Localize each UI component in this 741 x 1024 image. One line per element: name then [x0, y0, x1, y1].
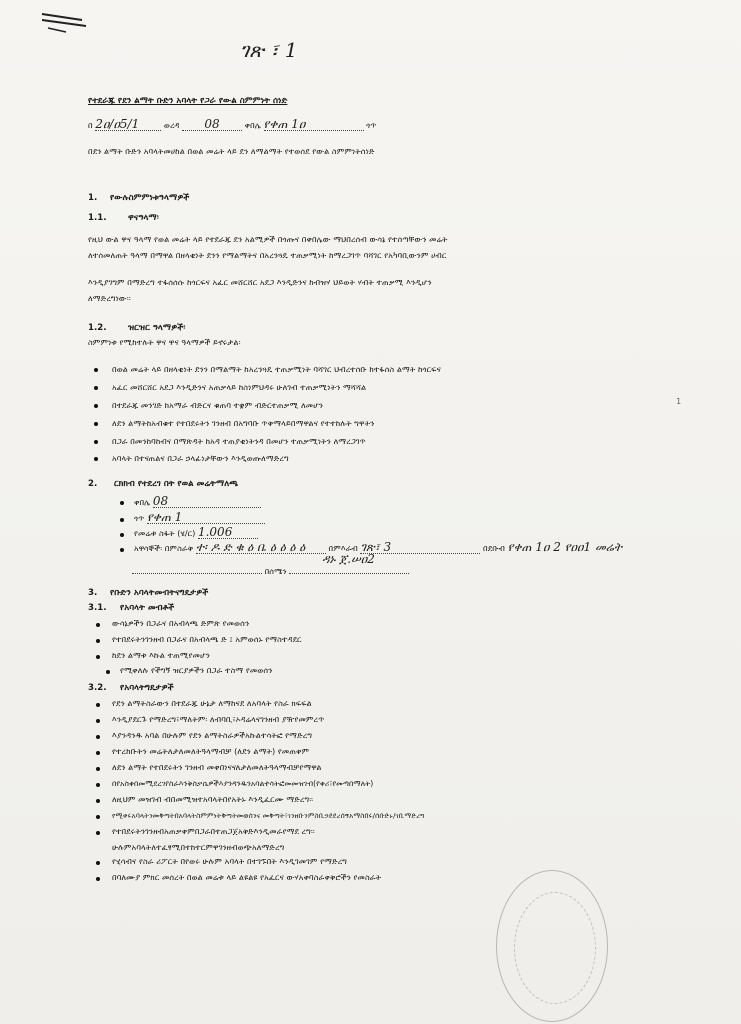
- date-mid-2: ቀበሌ: [244, 120, 261, 130]
- date-prefix: በ: [88, 120, 93, 130]
- document-title: የተደራጁ የደን ልማት ቡድን አባላት የጋራ የውል ስምምነት ሰነድ: [88, 96, 288, 106]
- bullet: [96, 703, 100, 707]
- right-item: የሚቀለሉ የችግኝ ዝርያዎችን በጋራ ተስማ የመወሰን: [120, 665, 273, 675]
- kebele-row: [134, 496, 261, 508]
- duty-item: የደን ልማትስራውን በተደራጁ ሁኔታ ለማከናደ ለአባላት የስራ ክፍፍል: [112, 698, 312, 708]
- duty-item: ለደን ልማት የተበደሩትን ገንዘብ መቀበነናናለታለመለትዓላማብቻየማዋል: [112, 762, 322, 772]
- duty-item-continued: ሁሉምአባላትለተፈፃሚበተከተርምዋገንዘብወጭአለማድረግ: [112, 842, 285, 852]
- duty-item: የተበደሩትንገንዘብአጠቃቀምበጋራበተጠጋጀአቅድእንዲመራየማደ ረግ፡፡: [112, 826, 315, 836]
- border-north-value: የቀጠ 1ዐ 2 የዐዐ1 መሬት: [507, 540, 622, 554]
- bullet: [94, 440, 98, 444]
- border-south-trail: [289, 573, 409, 574]
- border-south-label: በሰሜን: [264, 566, 287, 576]
- bullet: [96, 719, 100, 723]
- section1-1-para2-line2: ለማድረግነው፡፡: [88, 293, 131, 303]
- duty-item: እንዲያደርጉ የማድረግ፣ማለትም፡ ለብባቢ፣ኦዳሬላናገንዘብ ያዥየመምረጥ: [112, 714, 325, 724]
- section1-2-title: ዝርዝር ዓላማዎች፡: [128, 323, 186, 333]
- right-item: የተበደሩትንገንዘብ በጋራና በአብላጫ ድ ፤ አምወሰኑ የማስተዳደር: [112, 634, 302, 644]
- section2-number: 2.: [88, 479, 98, 489]
- area-value: 1.006: [198, 527, 258, 539]
- bullet: [96, 861, 100, 865]
- border-east-value: ተ፡ ዶ ድ ቁ ዕ ቤ ዕ ዕ ዕ ዕ: [196, 542, 326, 554]
- section1-2-intro: ስምምነቱ የሚከተሉት ዋና ዋና ዓላማዎች ይኖሩታል፡: [88, 337, 241, 347]
- section3-1-title: የአባላት መብቶች: [120, 603, 175, 613]
- border-row: [134, 542, 622, 554]
- section1-number: 1.: [88, 193, 98, 203]
- got-row: [134, 512, 265, 524]
- section1-1-para2-line1: እንዲያገግም በማድረግ ተፋሰሰሱ ከጎርፍና አፈር መሸርሸር አደጋ እንዲድንና ከብዝሃ ህይወት ሃብት ተጠቃሚ እንዲሆን: [88, 277, 432, 287]
- bullet: [120, 548, 124, 552]
- objective-item: በጋራ በመንከባከብና በማጽዳት ከአዳ ተጠያቂነትንዳ በመሆን ተጠቃሚነትን ለማረጋገጥ: [112, 436, 366, 446]
- section1-1-para1-line1: የዚህ ውል ዋና ዓላማ የወል መሬት ላይ የተደራጁ ደን አልሚዎች በጎጡና በቀበሌው ማህበረሰብ ውሳኔ የተሰጣቸውን መሬት: [88, 234, 448, 244]
- bullet: [120, 518, 124, 522]
- duty-item: በየአስቀበመሚደረገየስራእንቅስቃሴዎችእያንዳንዱንአባልተሳትፎመመዝገብ(የቀሪ፣የመጣበማለት): [112, 779, 374, 788]
- objective-item: በወል መሬት ላይ በዘላቂነት ደንን በማልማት ከአረንጓዴ ተጠቃሚነት ባሻገር ህብረተሰቡ ከተፋሰስ ልማት ከጎርፍና: [112, 364, 441, 374]
- bullet: [96, 623, 100, 627]
- section3-1-number: 3.1.: [88, 603, 107, 613]
- official-stamp-inner-ring: [514, 892, 596, 1004]
- got-label: ጎጥ: [134, 513, 145, 523]
- section3-number: 3.: [88, 588, 98, 598]
- right-item: ከደን ልማቱ እኩል ተጠሚየመሆን: [112, 650, 210, 660]
- section1-title: የውሉስምምነቱዓላማዎች: [110, 193, 190, 203]
- bullet: [94, 386, 98, 390]
- date-suffix: ጎጥ: [366, 120, 377, 130]
- bullet: [94, 368, 98, 372]
- date-line: [88, 119, 376, 131]
- got-value: የቀጠ 1: [147, 512, 265, 524]
- bullet: [94, 457, 98, 461]
- border-west-value: ገጽ፣ 3: [360, 542, 480, 554]
- section3-2-title: የአባላትግዴታዎች: [120, 683, 174, 693]
- section1-1-number: 1.1.: [88, 213, 107, 223]
- section2-title: ርክክብ የተደረገ በት የወል መሬትማለጫ: [114, 479, 239, 489]
- date-mid-1: ወረዳ: [163, 120, 180, 130]
- duty-item: እያንዳንዱ አባል በሁሉም የደን ልማትስራዎችአኩልተሳትፎ የማድረግ: [112, 730, 313, 740]
- date-value-2: 08: [182, 119, 242, 131]
- area-row: [134, 527, 258, 539]
- duty-item: ለዚህም መዝገብ ብበመሚዝተአባላትበየአትኑ እንዲፈርሙ ማድረግ፡፡: [112, 794, 314, 804]
- objective-item: አባላት በተናጠልና በጋራ ኃላፊነታቸውን እንዲወጡለማድረግ: [112, 453, 289, 463]
- section1-1-title: ዋናዓላማ፡: [128, 213, 159, 223]
- date-value-3: የቀጠ 1ዐ: [264, 119, 364, 131]
- bullet: [96, 877, 100, 881]
- objective-item: በተደራጁ መንገድ ከአማራ ብድርና ቁጠባ ተቋም ብድርተጠቃሚ ለመሆን: [112, 400, 324, 410]
- border-south-leader: [132, 573, 262, 574]
- bullet: [96, 799, 100, 803]
- border-south-value: ዳኑ ጀ.ሠዐ2: [322, 552, 375, 566]
- page-number-handwritten: ገጽ ፣ 1: [240, 38, 298, 62]
- bullet: [96, 783, 100, 787]
- border-south-row: [132, 566, 409, 577]
- section1-1-para1-line2: ለተሰመለጠት ዓላማ በማዋል በዘላቂነት ደንን የማልማትና በአረንጓዴ ተጠቃሚነት ከማረጋገጥ ባሻገር የአካባቢውንም ሀብር: [88, 250, 447, 260]
- bullet: [96, 767, 100, 771]
- duty-item: በባለሙያ ምክር መሰረት በወል መሬቱ ላይ ልዩልዩ የአፈርና ውሃአቀባስራቀቅሮችን የመስራት: [112, 872, 382, 882]
- bullet: [96, 815, 100, 819]
- bullet: [96, 831, 100, 835]
- corner-marker-strokes: [38, 8, 98, 38]
- border-west-label: በምእራብ: [328, 543, 358, 553]
- duty-item: የሚቀሩአባላትንመቅጣትበአባላትስምምነትቅጣትመወሰንና መቅጣት፣ገንዘቡንምስቢኃደደረሰኝአማስበሩ/ሰቡድኑ/ገቢማድረግ: [112, 811, 425, 820]
- kebele-value: 08: [153, 496, 261, 508]
- duty-item: የሂሳብና የስራ ሪፖርት በየወሩ ሁሉም አባላት በተገኙበት እንዲገመገም የማድረግ: [112, 856, 348, 866]
- area-label: የመሬቱ ስፋት (ሄ/ር): [134, 528, 196, 538]
- bullet: [94, 422, 98, 426]
- border-east-label: አዋሳኞች፡ በምስራቅ: [134, 543, 194, 553]
- bullet: [120, 533, 124, 537]
- bullet: [106, 670, 110, 674]
- date-value-1: 2ዐ/ዐ5/1: [95, 119, 161, 131]
- intro-text: በደን ልማት ቡድን አባላትመሀከል በወል መሬት ላይ ደን ለማልማት የተወሰደ የውል ስምምነትሰነድ: [88, 146, 375, 156]
- section3-title: የቡድን አባላትመብትናግዴታዎች: [110, 588, 209, 598]
- objective-item: ለደን ልማትከአብቁተ የተበደሩትን ገንዘብ በአግባቡ ጥቅማላይበማዋልና የተተከሉት ግዋትን: [112, 418, 375, 428]
- kebele-label: ቀበሌ: [134, 497, 151, 507]
- bullet: [120, 501, 124, 505]
- section3-2-number: 3.2.: [88, 683, 107, 693]
- bullet: [94, 404, 98, 408]
- bullet: [96, 639, 100, 643]
- section1-2-number: 1.2.: [88, 323, 107, 333]
- bullet: [96, 735, 100, 739]
- border-north-label: በደቡብ: [483, 543, 506, 553]
- duty-item: የተረከቡትን መሬትለታለመለትዓላማብቻ (ለደን ልማት) የመጠቀም: [112, 746, 310, 756]
- right-item: ውሳኔዎችን በጋራና በአብላጫ ድምጽ የመወሰን: [112, 618, 250, 628]
- bullet: [96, 655, 100, 659]
- bullet: [96, 751, 100, 755]
- objective-item: አፈር መሸርሸር አደጋ እንዲድንና አጠቃላይ ከስነምህዳሩ ሁለገብ ተጠቃሚነትን ማሻሻል: [112, 382, 367, 392]
- margin-mark: 1: [676, 396, 682, 406]
